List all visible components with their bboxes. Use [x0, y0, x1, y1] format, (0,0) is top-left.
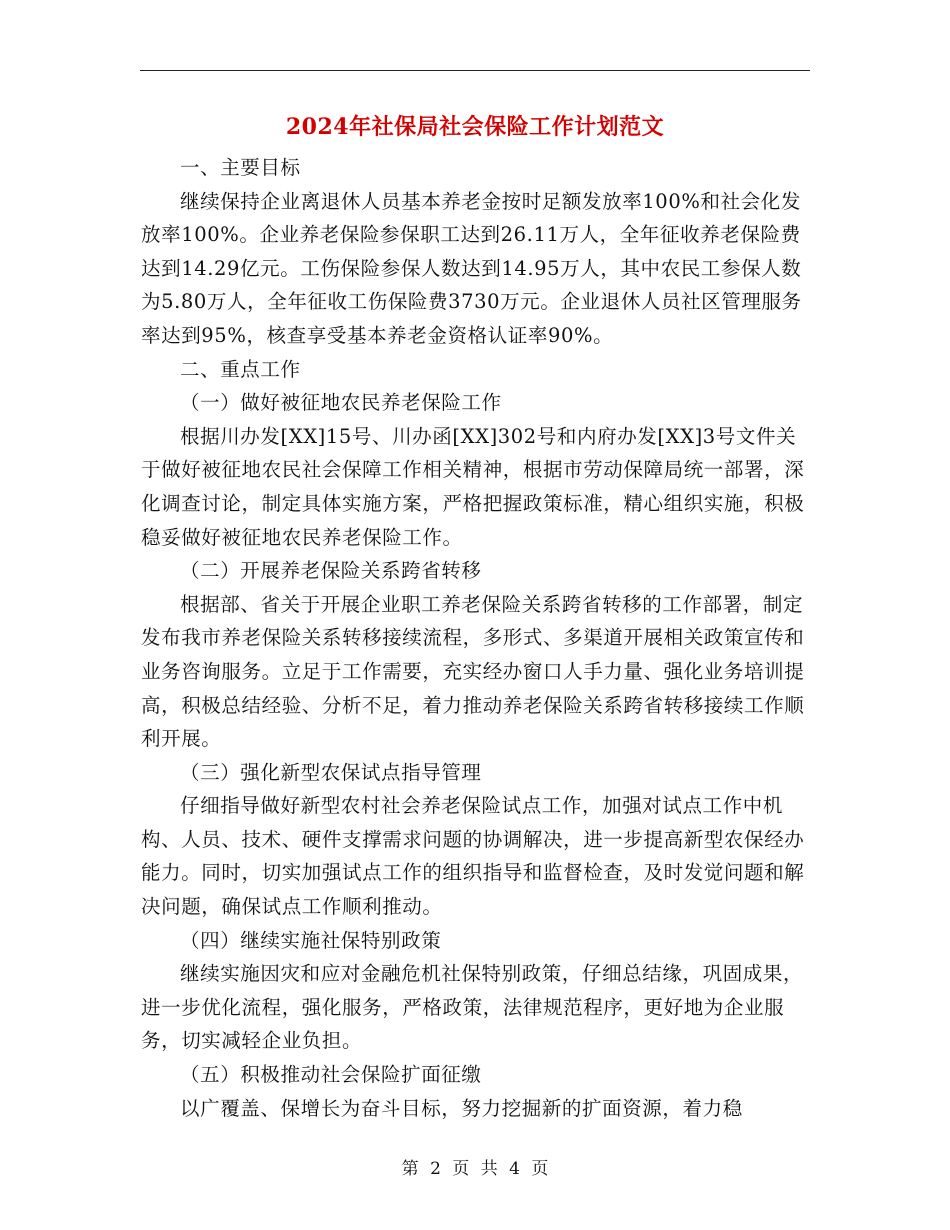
document-title: 2024年社保局社会保险工作计划范文: [285, 114, 665, 140]
paragraph-3: 仔细指导做好新型农村社会养老保险试点工作，加强对试点工作中机构、人员、技术、硬件支撑需求问题的协调解决，进一步提高新型农保经办能力。同时，切实加强试点工作的组织指导和监督检查，及时发觉问题和解决问题，确保试点工作顺利推动。: [141, 794, 805, 919]
paragraph-5: 以广覆盖、保增长为奋斗目标，努力挖掘新的扩面资源，着力稳: [180, 1096, 743, 1120]
document-body: [141, 151, 809, 1125]
header-rule: [140, 70, 810, 71]
paragraph-goals: 继续保持企业离退休人员基本养老金按时足额发放率100%和社会化发放率100%。企业养老保险参保职工达到26.11万人，全年征收养老保险费达到14.29亿元。工伤保险参保人数达到14.95万人，其中农民工参保人数为5.80万人，全年征收工伤保险费3730万元。企业退休人员社区管理服务率达到95%，核查享受基本养老金资格认证率90%。: [141, 189, 802, 347]
subheading-4: （四）继续实施社保特别政策: [180, 928, 442, 952]
page-number: 第 2 页 共 4 页: [401, 1159, 549, 1179]
subheading-2: （二）开展养老保险关系跨省转移: [180, 559, 482, 583]
subheading-1: （一）做好被征地农民养老保险工作: [180, 391, 502, 415]
paragraph-4: 继续实施因灾和应对金融危机社保特别政策，仔细总结缘，巩固成果，进一步优化流程，强化服务，严格政策，法律规范程序，更好地为企业服务，切实减轻企业负担。: [141, 962, 804, 1053]
section-heading-goals: 一、主要目标: [180, 156, 301, 179]
paragraph-2: 根据部、省关于开展企业职工养老保险关系跨省转移的工作部署，制定发布我市养老保险关系转移接续流程，多形式、多渠道开展相关政策宣传和业务咨询服务。立足于工作需要，充实经办窗口人手力量、强化业务培训提高，积极总结经验、分析不足，着力推动养老保险关系跨省转移接续工作顺利开展。: [141, 592, 805, 751]
section-heading-key-work: 二、重点工作: [180, 357, 301, 381]
subheading-5: （五）积极推动社会保险扩面征缴: [180, 1063, 482, 1087]
subheading-3: （三）强化新型农保试点指导管理: [180, 760, 482, 784]
paragraph-1: 根据川办发[XX]15号、川办函[XX]302号和内府办发[XX]3号文件关于做好被征地农民社会保障工作相关精神，根据市劳动保障局统一部署，深化调查讨论，制定具体实施方案，严格把握政策标准，精心组织实施，积极稳妥做好被征地农民养老保险工作。: [141, 424, 805, 549]
